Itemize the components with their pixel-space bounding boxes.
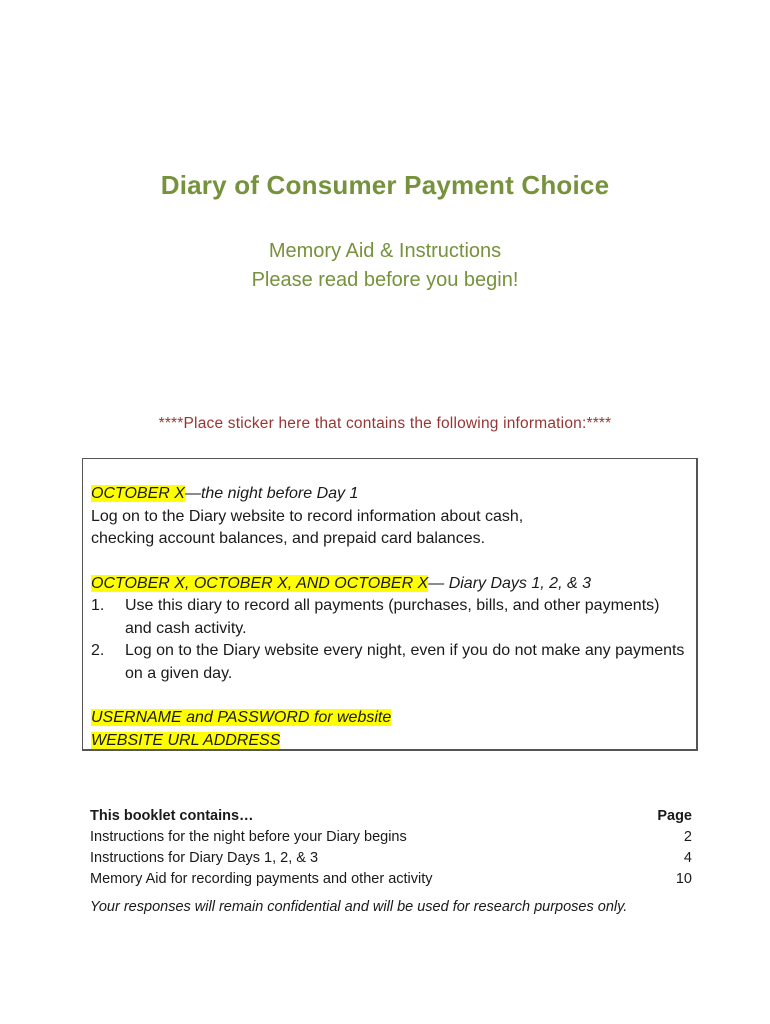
sticker-info-box bbox=[82, 458, 698, 751]
contents-row-page: 4 bbox=[683, 850, 692, 866]
username-password-text: USERNAME and PASSWORD for website bbox=[91, 709, 392, 726]
night-before-line-2: checking account balances, and prepaid card balances. bbox=[91, 530, 486, 547]
document-title: Diary of Consumer Payment Choice bbox=[160, 170, 610, 200]
contents-row-page: 2 bbox=[683, 829, 692, 845]
night-before-section bbox=[91, 483, 688, 551]
subtitle-line-1: Memory Aid & Instructions bbox=[268, 240, 502, 262]
diary-days-heading bbox=[91, 573, 688, 596]
subtitle-line-2: Please read before you begin! bbox=[251, 269, 519, 291]
highlighted-date: OCTOBER X bbox=[91, 485, 185, 502]
contents-header: This booklet contains… bbox=[90, 808, 254, 824]
list-item-text: Log on to the Diary website every night, even if you do not make any payments on a given day. bbox=[125, 642, 685, 682]
night-before-heading-rest: —the night before Day 1 bbox=[184, 485, 359, 502]
diary-days-list bbox=[91, 595, 688, 685]
page-header: Page bbox=[657, 808, 692, 824]
website-url-text: WEBSITE URL ADDRESS bbox=[91, 731, 281, 749]
diary-days-heading-rest: — Diary Days 1, 2, & 3 bbox=[428, 574, 591, 592]
list-item bbox=[91, 640, 688, 685]
contents-row bbox=[90, 827, 692, 848]
night-before-heading bbox=[91, 483, 688, 506]
contents-row-page: 10 bbox=[675, 871, 692, 887]
username-password-line bbox=[91, 707, 688, 730]
night-before-line-1: Log on to the Diary website to record information about cash, bbox=[91, 507, 524, 525]
list-item-number: 2. bbox=[91, 642, 105, 659]
list-item-text: Use this diary to record all payments (purchases, bills, and other payments) and cash activity. bbox=[125, 597, 660, 637]
contents-row bbox=[90, 848, 692, 869]
spacer bbox=[91, 551, 688, 573]
website-url-line bbox=[91, 730, 688, 753]
subtitle-block bbox=[0, 237, 770, 295]
booklet-contents bbox=[90, 806, 692, 890]
list-item-number: 1. bbox=[91, 597, 105, 614]
contents-row-label: Instructions for Diary Days 1, 2, & 3 bbox=[90, 850, 319, 866]
confidentiality-note: Your responses will remain confidential and will be used for research purposes only. bbox=[90, 899, 628, 915]
login-section bbox=[91, 707, 688, 752]
contents-row-label: Instructions for the night before your Diary begins bbox=[90, 829, 407, 845]
sticker-note: ****Place sticker here that contains the following information:**** bbox=[158, 415, 612, 432]
contents-row-label: Memory Aid for recording payments and other activity bbox=[90, 871, 433, 887]
contents-row bbox=[90, 869, 692, 890]
diary-days-section bbox=[91, 573, 688, 686]
spacer bbox=[91, 685, 688, 707]
list-item bbox=[91, 595, 688, 640]
highlighted-dates: OCTOBER X, OCTOBER X, AND OCTOBER X bbox=[91, 574, 429, 592]
contents-header-row bbox=[90, 806, 692, 827]
